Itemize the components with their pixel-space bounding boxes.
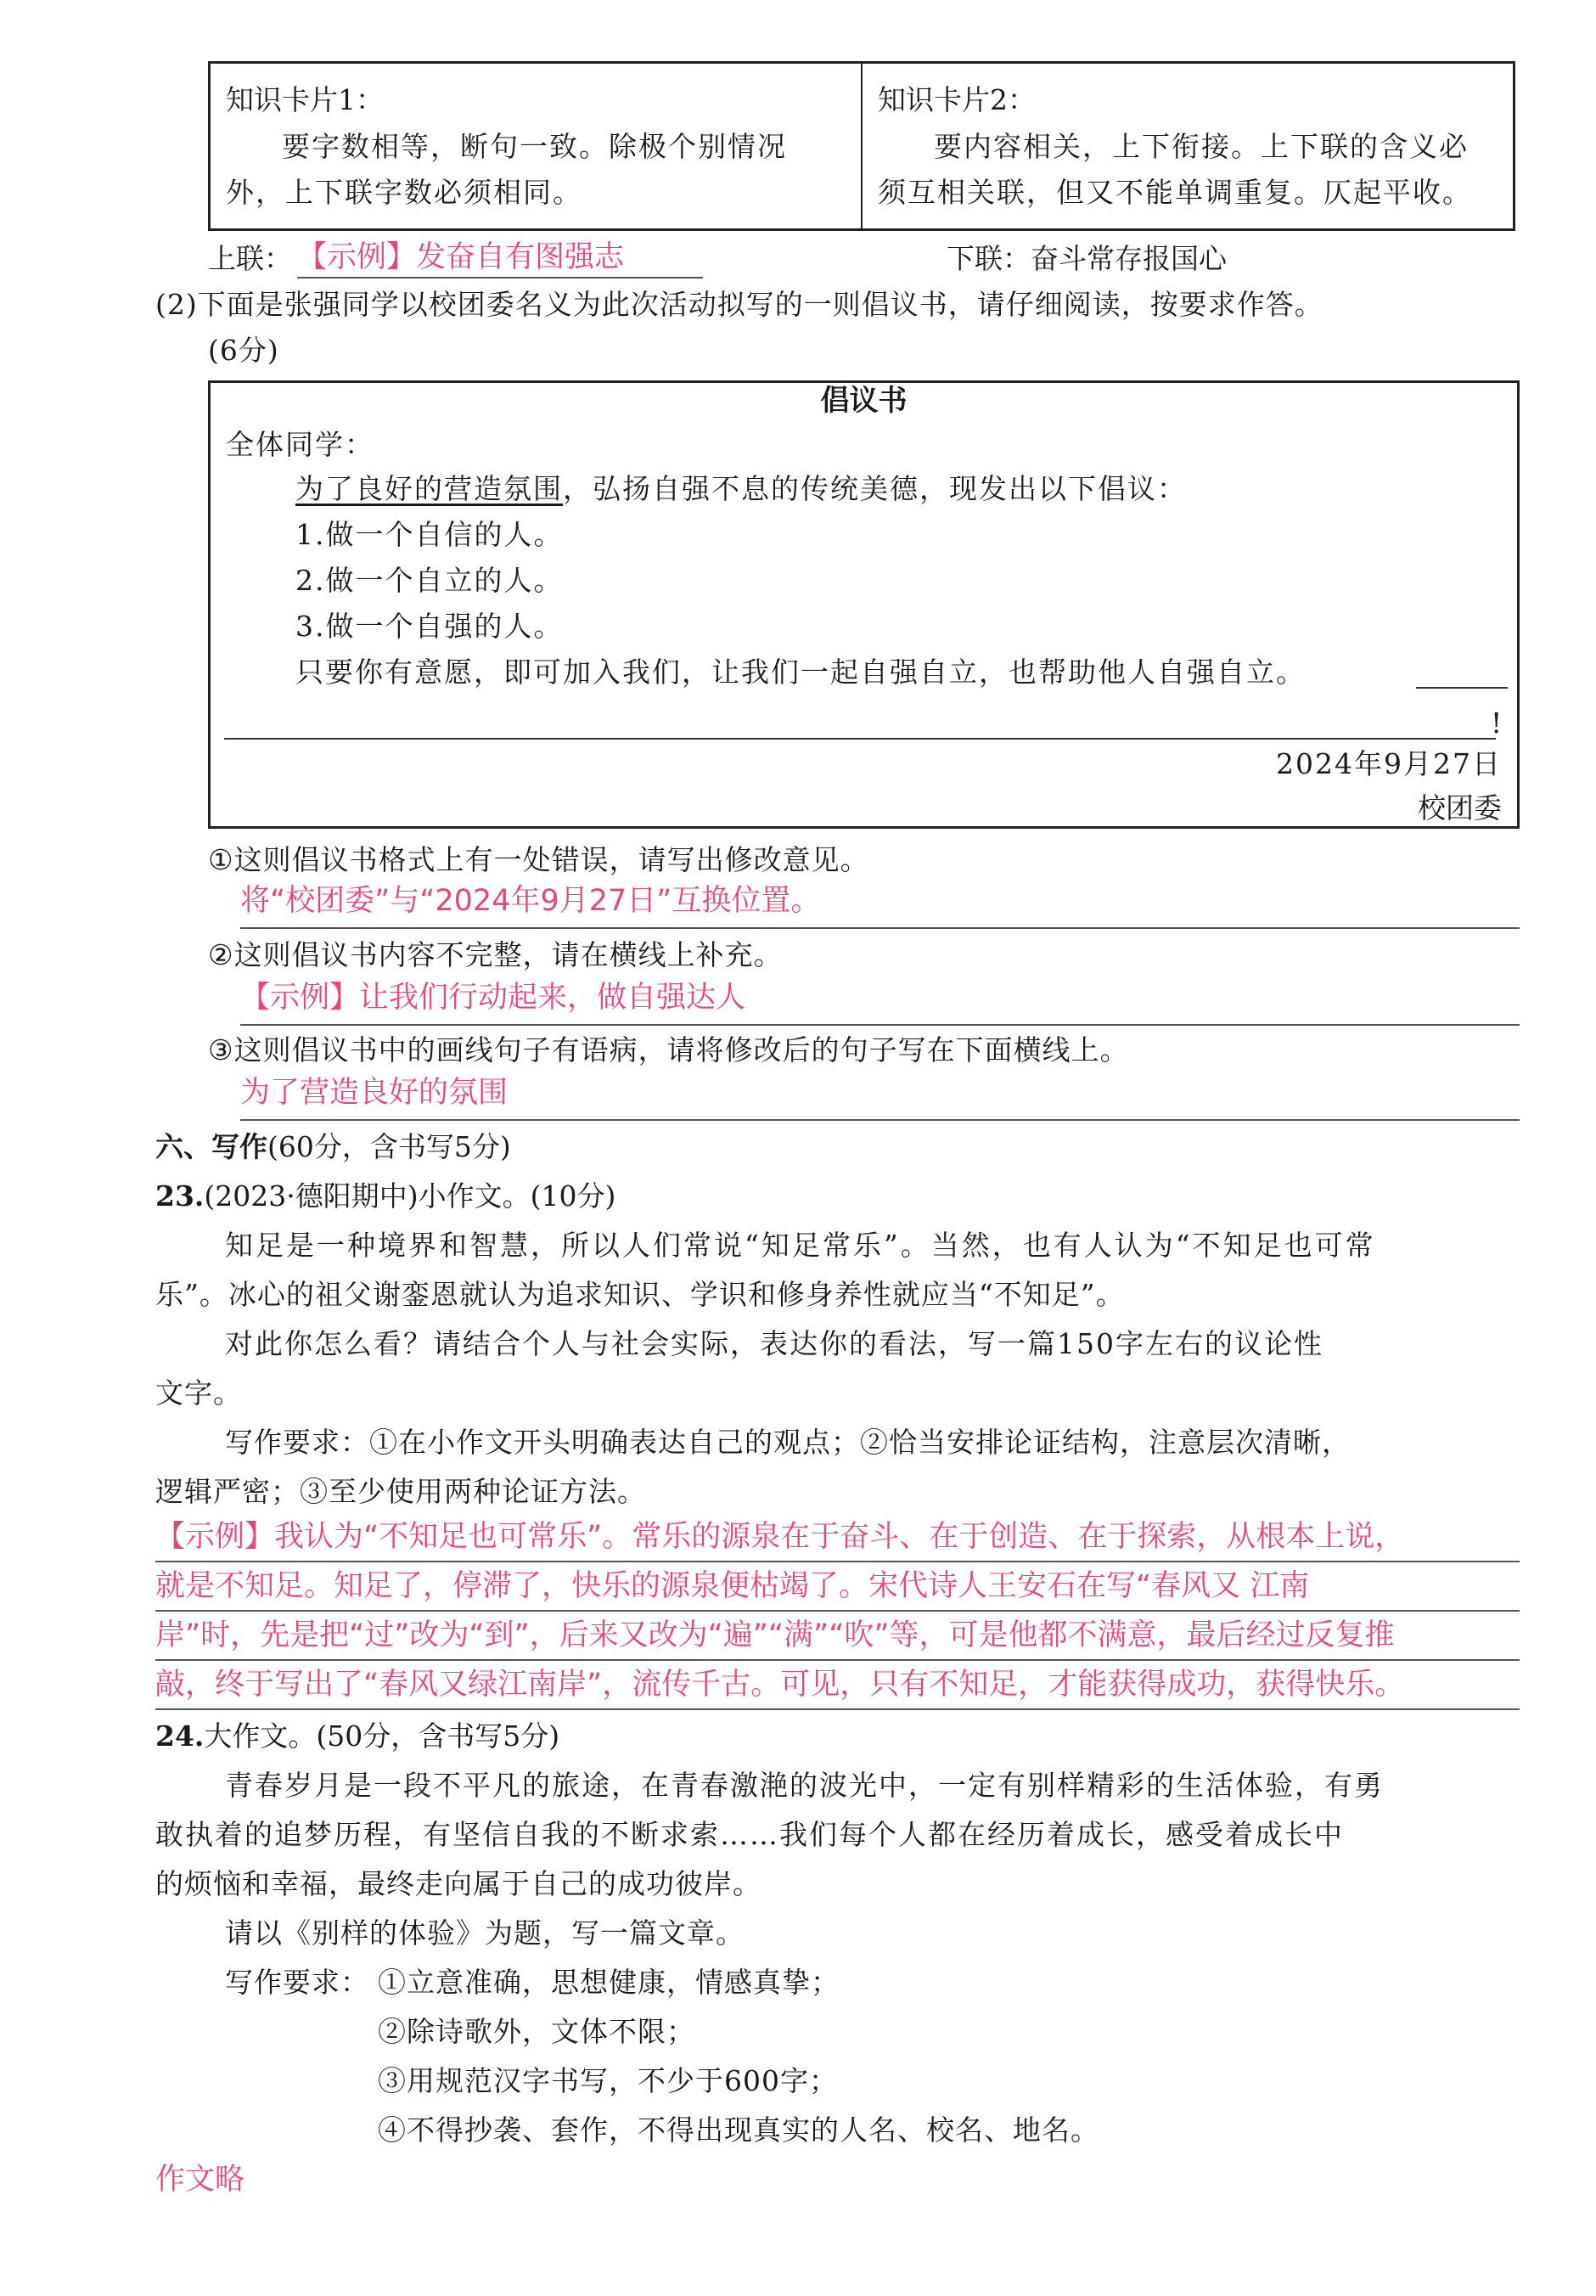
question-24-number: 24. [155, 1719, 205, 1753]
subquestion-2: ②这则倡议书内容不完整，请在横线上补充。 [208, 938, 783, 971]
question-24-title: 大作文。(50分，含书写5分) [204, 1719, 560, 1753]
proposal-letter-box [208, 380, 1520, 829]
knowledge-card-body: 要字数相等，断句一致。除极个别情况外，上下联字数必须相同。 [226, 130, 787, 210]
q23-paragraph-line: 文字。 [155, 1376, 242, 1410]
q23-answer-line: 就是不知足。知足了，停滞了，快乐的源泉便枯竭了。宋代诗人王安石在写“春风又 江南 [155, 1562, 1520, 1612]
q24-paragraph-line: 青春岁月是一段不平凡的旅途，在青春激滟的波光中，一定有别样精彩的生活体验，有勇 [225, 1769, 1384, 1802]
knowledge-card-table [208, 61, 1515, 231]
proposal-salutation: 全体同学： [226, 428, 374, 461]
q24-requirement: ②除诗歌外，文体不限； [378, 2015, 695, 2048]
subquestion-1-answer: 将“校团委”与“2024年9月27日”互换位置。 [240, 883, 1520, 929]
q24-prompt: 请以《别样的体验》为题，写一篇文章。 [225, 1916, 745, 1950]
knowledge-card-title: 知识卡片1： [226, 83, 384, 116]
question-2-text: (2)下面是张强同学以校团委名义为此次活动拟写的一则倡议书，请仔细阅读，按要求作答。 [155, 288, 1323, 321]
question-24-header [155, 1719, 559, 1753]
proposal-intro [295, 471, 1187, 506]
knowledge-card-1 [211, 64, 861, 228]
blank-line [224, 738, 1496, 740]
knowledge-card-2 [861, 64, 1513, 228]
subquestion-3: ③这则倡议书中的画线句子有语病，请将修改后的句子写在下面横线上。 [208, 1033, 1129, 1066]
proposal-closing: 只要你有意愿，即可加入我们，让我们一起自强自立，也帮助他人自强自立。 [295, 656, 1306, 689]
proposal-item: 1.做一个自信的人。 [295, 518, 564, 551]
knowledge-card-title: 知识卡片2： [878, 83, 1036, 116]
subquestion-3-answer: 为了营造良好的氛围 [240, 1075, 1520, 1121]
knowledge-card-body: 要内容相关，上下衔接。上下联的含义必须互相关联，但又不能单调重复。仄起平收。 [878, 130, 1472, 210]
q23-answer-line: 岸”时，先是把“过”改为“到”，后来又改为“遍”“满”“吹”等，可是他都不满意，最后经过反复推 [155, 1612, 1520, 1661]
blank-line [1416, 687, 1508, 689]
question-23-header [155, 1179, 615, 1213]
subquestion-1: ①这则倡议书格式上有一处错误，请写出修改意见。 [208, 843, 869, 876]
upper-couplet-label: 上联： [208, 242, 292, 275]
q23-requirements-line: 逻辑严密；③至少使用两种论证方法。 [155, 1475, 646, 1508]
q24-requirement: ①立意准确，思想健康，情感真挚； [378, 1966, 840, 1999]
section-6-title: 六、写作 [155, 1130, 267, 1163]
subquestion-2-answer: 【示例】让我们行动起来，做自强达人 [240, 980, 1520, 1026]
section-6-heading [155, 1129, 511, 1164]
question-2-score: (6分) [208, 334, 279, 367]
q24-paragraph-line: 的烦恼和幸福，最终走向属于自己的成功彼岸。 [155, 1867, 761, 1900]
underlined-sentence: 为了良好的营造氛围 [295, 472, 563, 505]
q24-requirement: ③用规范汉字书写，不少于600字； [378, 2064, 838, 2097]
proposal-exclaim: ! [1491, 706, 1503, 740]
q23-answer-line: 敲，终于写出了“春风又绿江南岸”，流传千古。可见，只有不知足，才能获得成功，获得快乐。 [155, 1661, 1520, 1710]
lower-couplet: 下联：奋斗常存报国心 [947, 242, 1227, 275]
question-23-title: (2023·德阳期中)小作文。(10分) [204, 1179, 616, 1213]
section-6-score: (60分，含书写5分) [267, 1130, 511, 1163]
q23-paragraph-line: 知足是一种境界和智慧，所以人们常说“知足常乐”。当然，也有人认为“不知足也可常 [225, 1229, 1376, 1262]
proposal-item: 2.做一个自立的人。 [295, 564, 564, 597]
q24-paragraph-line: 敢执着的追梦历程，有坚信自我的不断求索……我们每个人都在经历着成长，感受着成长中 [155, 1818, 1344, 1851]
q23-requirements-line: 写作要求：①在小作文开头明确表达自己的观点；②恰当安排论证结构，注意层次清晰， [225, 1426, 1351, 1459]
question-23-number: 23. [155, 1179, 205, 1213]
q23-paragraph-line: 对此你怎么看？请结合个人与社会实际，表达你的看法，写一篇150字左右的议论性 [225, 1327, 1323, 1360]
q24-answer: 作文略 [155, 2163, 245, 2197]
q24-requirements-label: 写作要求： [225, 1966, 369, 1999]
q23-paragraph-line: 乐”。冰心的祖父谢銮恩就认为追求知识、学识和修身养性就应当“不知足”。 [155, 1278, 1125, 1311]
proposal-title: 倡议书 [820, 384, 908, 418]
upper-couplet-answer: 【示例】发奋自有图强志 [297, 239, 703, 279]
q24-requirement: ④不得抄袭、套作，不得出现真实的人名、校名、地名。 [378, 2113, 1099, 2147]
proposal-date: 2024年9月27日 [1276, 747, 1502, 780]
proposal-signature: 校团委 [1418, 791, 1502, 824]
proposal-item: 3.做一个自强的人。 [295, 610, 564, 643]
q23-answer-line: 【示例】我认为“不知足也可常乐”。常乐的源泉在于奋斗、在于创造、在于探索，从根本上说， [155, 1513, 1520, 1562]
proposal-intro-rest: ，弘扬自强不息的传统美德，现发出以下倡议： [563, 472, 1187, 505]
